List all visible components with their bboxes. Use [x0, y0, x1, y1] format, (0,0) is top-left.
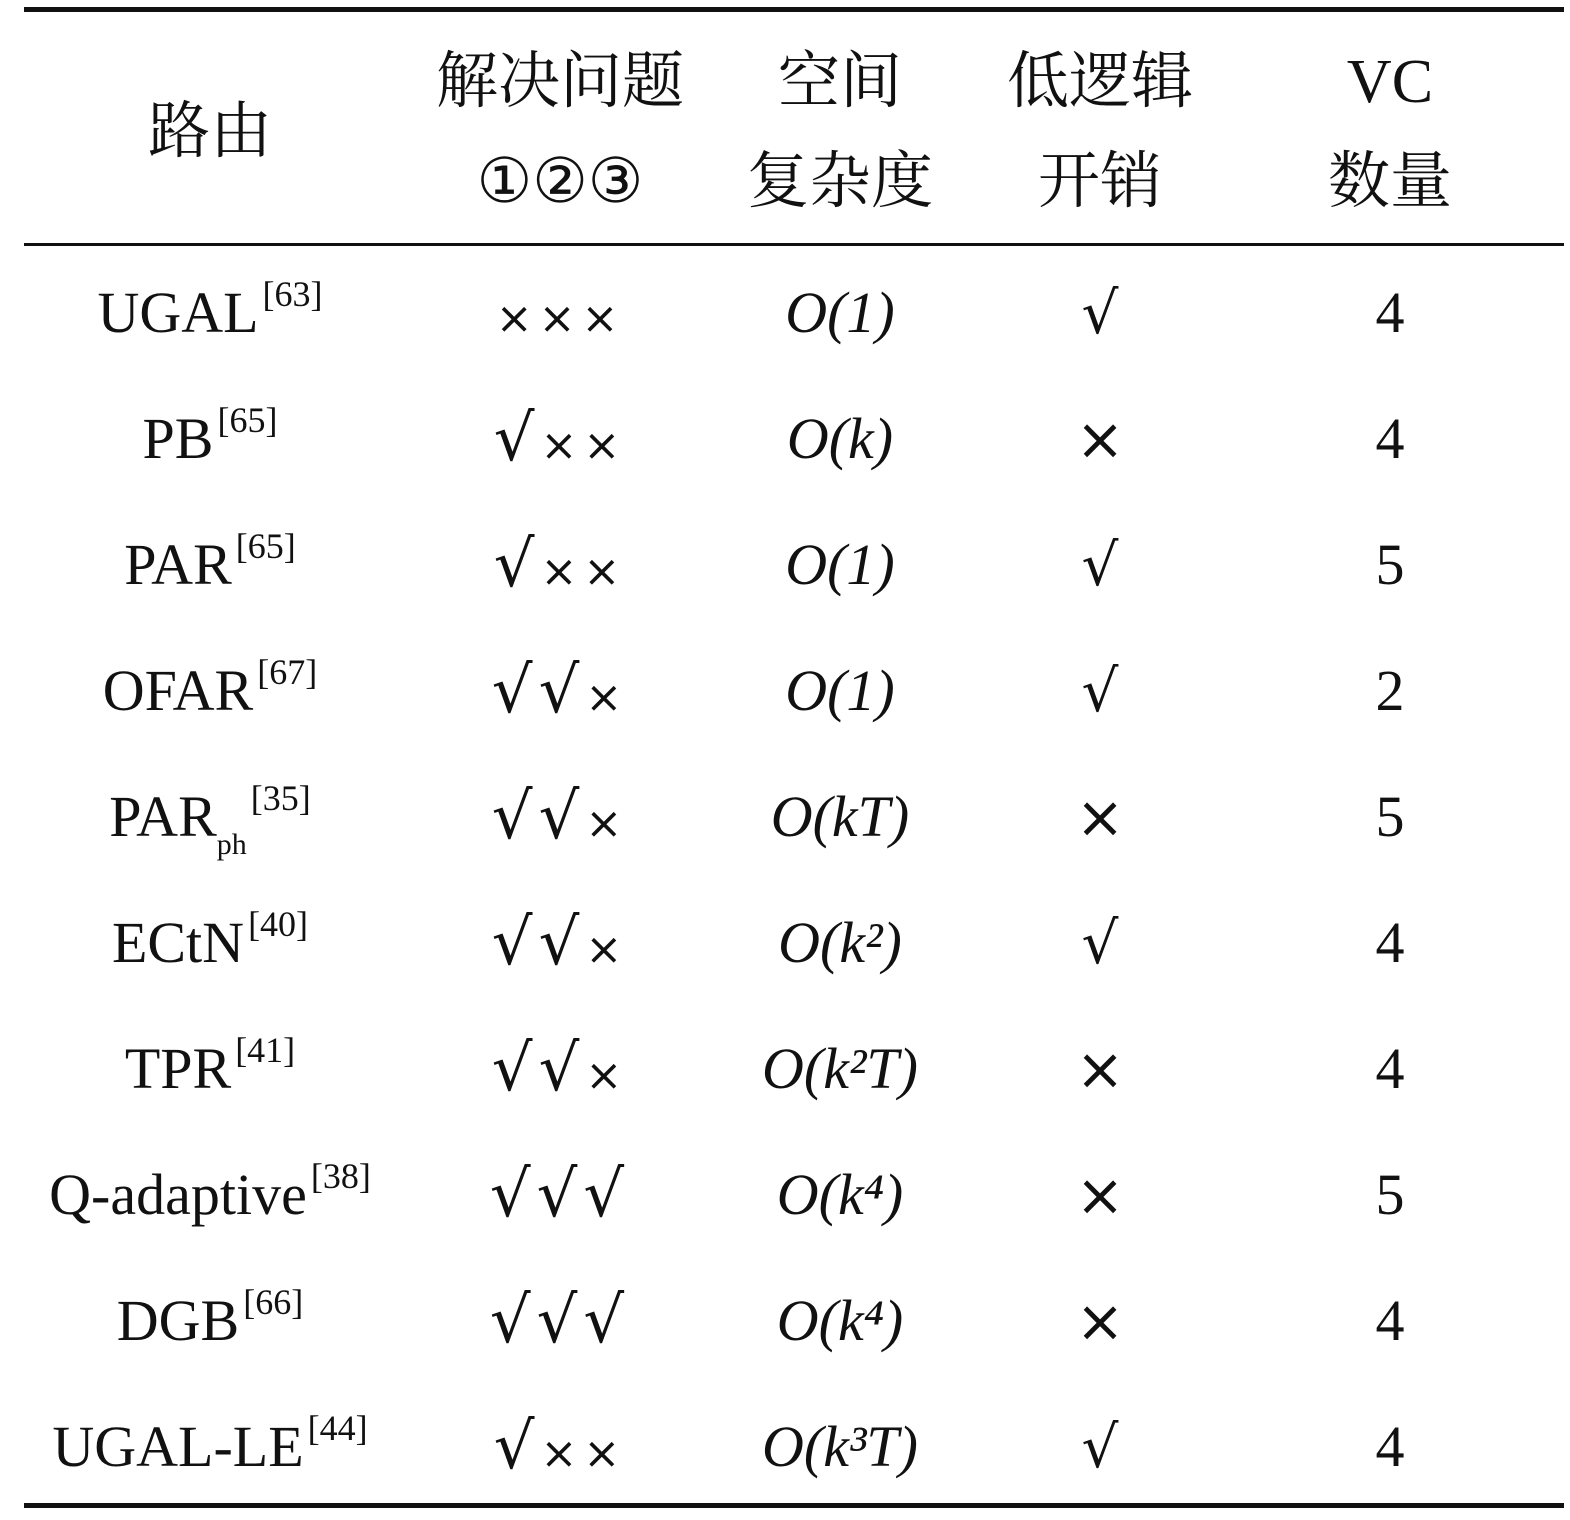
route-cell [20, 502, 400, 628]
check-mark: √ [1081, 1413, 1119, 1481]
table-row [0, 628, 1570, 754]
low-logic-cell [990, 250, 1210, 376]
check-mark: √ [583, 1158, 631, 1232]
cross-mark: × [585, 798, 629, 849]
route-cell [20, 1258, 400, 1384]
low-logic-cell [990, 1006, 1210, 1132]
solved-cell [420, 1006, 700, 1132]
citation-ref: [63] [262, 274, 323, 314]
header-vc-line2: 数量 [1327, 148, 1452, 216]
table-row [0, 376, 1570, 502]
check-mark: √ [538, 906, 586, 980]
solved-cell [420, 376, 700, 502]
check-mark: √ [491, 780, 539, 854]
solved-marks [493, 528, 627, 602]
table-row [0, 1132, 1570, 1258]
solved-cell [420, 754, 700, 880]
cross-mark: × [585, 924, 629, 975]
solved-marks [493, 1410, 627, 1484]
route-subscript: ph [216, 828, 247, 861]
check-mark: √ [489, 1158, 537, 1232]
low-logic-cell [990, 376, 1210, 502]
check-mark: √ [493, 528, 541, 602]
cross-mark: × [585, 672, 629, 723]
vc-count: 4 [1375, 280, 1405, 345]
solved-cell [420, 1258, 700, 1384]
route-name: UGAL [97, 280, 259, 345]
citation-ref: [65] [235, 526, 296, 566]
cross-mark: × [1075, 1161, 1125, 1229]
low-logic-cell [990, 754, 1210, 880]
citation-ref: [38] [310, 1156, 371, 1196]
check-mark: √ [491, 906, 539, 980]
check-mark: √ [493, 1410, 541, 1484]
space-complexity: O(k²) [778, 910, 902, 975]
route-cell [20, 628, 400, 754]
vc-count: 4 [1375, 1288, 1405, 1353]
table-row [0, 250, 1570, 376]
table-row [0, 880, 1570, 1006]
space-complexity: O(k²T) [762, 1036, 918, 1101]
table-row [0, 754, 1570, 880]
route-name: PAR [109, 784, 217, 849]
check-mark: √ [1081, 657, 1119, 725]
vc-count: 5 [1375, 1162, 1405, 1227]
header-space-line2: 复杂度 [746, 148, 933, 216]
solved-cell [420, 628, 700, 754]
check-mark: √ [491, 1032, 539, 1106]
check-mark: √ [493, 402, 541, 476]
route-name: ECtN [111, 910, 245, 975]
solved-marks [489, 1284, 631, 1358]
header-solve-line1: 解决问题 [435, 48, 684, 116]
cross-mark: × [581, 293, 625, 344]
citation-ref: [40] [248, 904, 309, 944]
low-logic-cell [990, 1132, 1210, 1258]
low-logic-cell [990, 628, 1210, 754]
low-logic-cell [990, 1384, 1210, 1510]
vc-count: 5 [1375, 532, 1405, 597]
vc-count: 5 [1375, 784, 1405, 849]
route-name: PB [142, 406, 214, 471]
check-mark: √ [536, 1158, 584, 1232]
cross-mark: × [540, 1428, 584, 1479]
low-logic-cell [990, 502, 1210, 628]
header-lowlogic-line2: 开销 [1037, 148, 1162, 216]
low-logic-cell [990, 880, 1210, 1006]
solved-marks [496, 279, 625, 347]
route-cell [20, 1384, 400, 1510]
route-cell [20, 880, 400, 1006]
cross-mark: × [1075, 783, 1125, 851]
cross-mark: × [1075, 1287, 1125, 1355]
check-mark: √ [489, 1284, 537, 1358]
citation-ref: [66] [243, 1282, 304, 1322]
citation-ref: [35] [250, 778, 311, 818]
citation-ref: [44] [307, 1408, 368, 1448]
vc-count: 4 [1375, 1414, 1405, 1479]
cross-mark: × [1075, 1035, 1125, 1103]
bottom-rule [24, 1503, 1564, 1508]
citation-ref: [41] [235, 1030, 296, 1070]
solved-marks [491, 654, 629, 728]
table-row [0, 502, 1570, 628]
route-name: TPR [124, 1036, 232, 1101]
header-solve-line2: ①②③ [476, 148, 644, 216]
check-mark: √ [1081, 909, 1119, 977]
space-complexity: O(k³T) [762, 1414, 918, 1479]
table-row [0, 1006, 1570, 1132]
cross-mark: × [540, 546, 584, 597]
solved-cell [420, 1132, 700, 1258]
check-mark: √ [536, 1284, 584, 1358]
route-cell [20, 754, 400, 880]
space-complexity: O(k⁴) [776, 1162, 904, 1227]
solved-marks [491, 780, 629, 854]
space-complexity: O(1) [785, 280, 895, 345]
cross-mark: × [585, 1050, 629, 1101]
check-mark: √ [538, 654, 586, 728]
cross-mark: × [583, 546, 627, 597]
check-mark: √ [1081, 279, 1119, 347]
cross-mark: × [583, 420, 627, 471]
check-mark: √ [538, 1032, 586, 1106]
low-logic-cell [990, 1258, 1210, 1384]
vc-count: 4 [1375, 406, 1405, 471]
space-complexity: O(kT) [770, 784, 910, 849]
check-mark: √ [1081, 531, 1119, 599]
vc-count: 4 [1375, 1036, 1405, 1101]
cross-mark: × [583, 1428, 627, 1479]
space-complexity: O(k) [786, 406, 894, 471]
header-rule [24, 243, 1564, 246]
solved-marks [493, 402, 627, 476]
space-complexity: O(k⁴) [776, 1288, 904, 1353]
table-row [0, 1258, 1570, 1384]
solved-cell [420, 502, 700, 628]
route-cell [20, 1132, 400, 1258]
header-vc-line1: VC [1346, 48, 1434, 116]
cross-mark: × [495, 293, 539, 344]
header-space-line1: 空间 [777, 48, 902, 116]
check-mark: √ [491, 654, 539, 728]
solved-marks [491, 906, 629, 980]
vc-count: 4 [1375, 910, 1405, 975]
space-complexity: O(1) [785, 532, 895, 597]
route-cell [20, 250, 400, 376]
solved-marks [491, 1032, 629, 1106]
route-name: UGAL-LE [52, 1414, 304, 1479]
check-mark: √ [583, 1284, 631, 1358]
route-cell [20, 1006, 400, 1132]
vc-count: 2 [1375, 658, 1405, 723]
cross-mark: × [540, 420, 584, 471]
header-lowlogic-line1: 低逻辑 [1006, 48, 1193, 116]
solved-cell [420, 250, 700, 376]
route-cell [20, 376, 400, 502]
solved-marks [489, 1158, 631, 1232]
route-name: DGB [116, 1288, 240, 1353]
solved-cell [420, 880, 700, 1006]
citation-ref: [65] [217, 400, 278, 440]
table-row [0, 1384, 1570, 1510]
solved-cell [420, 1384, 700, 1510]
route-name: OFAR [102, 658, 254, 723]
cross-mark: × [1075, 405, 1125, 473]
route-name: Q-adaptive [49, 1162, 307, 1227]
cross-mark: × [538, 293, 582, 344]
route-name: PAR [124, 532, 232, 597]
top-rule [24, 7, 1564, 12]
citation-ref: [67] [257, 652, 318, 692]
header-route: 路由 [147, 98, 272, 166]
check-mark: √ [538, 780, 586, 854]
space-complexity: O(1) [785, 658, 895, 723]
